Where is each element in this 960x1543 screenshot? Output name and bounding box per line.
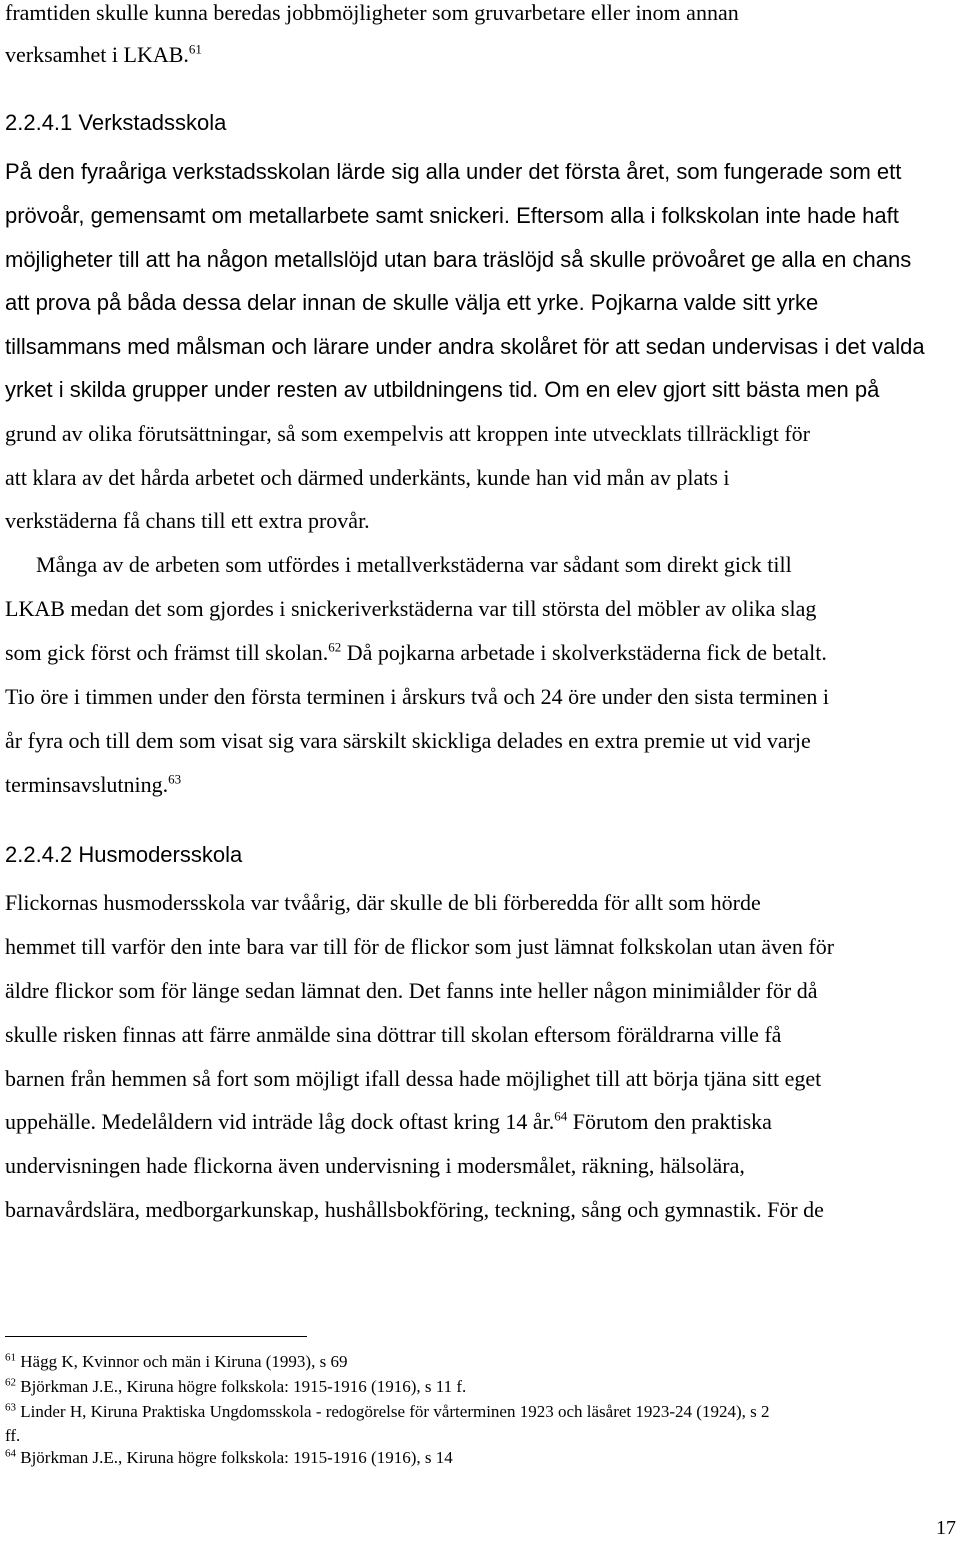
section-heading: 2.2.4.1 Verkstadsskola	[5, 110, 227, 135]
page-number: 17	[936, 1517, 956, 1539]
body-text-line: terminsavslutning.$^{63}$	[5, 771, 182, 797]
footnote-ref: 63	[168, 771, 182, 787]
body-text-line: Flickornas husmodersskola var tvåårig, där skulle de bli förberedda för allt som hörde	[5, 890, 761, 915]
body-text-line: undervisningen hade flickorna även undervisning i modersmålet, räkning, hälsolära,	[5, 1153, 745, 1178]
body-text-line: verksamhet i LKAB.$^{61}$	[5, 41, 202, 67]
body-text-line: att klara av det hårda arbetet och därmed underkänts, kunde han vid mån av plats i	[5, 465, 730, 490]
body-text-line: barnen från hemmen så fort som möjligt ifall dessa hade möjlighet till att börja tjäna sitt eget	[5, 1066, 822, 1091]
body-text-line: uppehälle. Medelåldern vid inträde låg dock oftast kring 14 år.$^{64}$ Förutom den praktiska	[5, 1108, 772, 1134]
body-text-line: grund av olika förutsättningar, så som exempelvis att kroppen inte utvecklats tillräckligt för	[5, 421, 810, 446]
footnote: $^{61}$ Hägg K, Kvinnor och män i Kiruna (1993), s 69	[5, 1351, 348, 1371]
body-text-line: år fyra och till dem som visat sig vara särskilt skickliga delades en extra premie ut vid varje	[5, 728, 811, 753]
footnote-separator	[5, 1336, 307, 1337]
footnote-ref: 61	[188, 41, 202, 57]
body-text-line: verkstäderna få chans till ett extra provår.	[5, 508, 370, 533]
body-text-line: hemmet till varför den inte bara var till för de flickor som just lämnat folkskolan utan även för	[5, 934, 835, 959]
body-text-line: att prova på båda dessa delar innan de skulle välja ett yrke. Pojkarna valde sitt yrke	[5, 290, 819, 315]
body-text-line: som gick först och främst till skolan.$^{62}$ Då pojkarna arbetade i skolverkstäderna fick de betalt.	[5, 639, 827, 665]
footnote: $^{62}$ Björkman J.E., Kiruna högre folkskola: 1915-1916 (1916), s 11 f.	[5, 1376, 467, 1396]
body-text-line: På den fyraåriga verkstadsskolan lärde sig alla under det första året, som fungerade som ett	[5, 159, 902, 184]
body-text-line: möjligheter till att ha någon metallslöjd utan bara träslöjd så skulle prövoåret ge alla en chans	[5, 247, 912, 272]
body-text-line: Tio öre i timmen under den första terminen i årskurs två och 24 öre under den sista terminen i	[5, 684, 829, 709]
body-text-line: prövoår, gemensamt om metallarbete samt snickeri. Eftersom alla i folkskolan inte hade haft	[5, 203, 899, 228]
body-text-line: äldre flickor som för länge sedan lämnat den. Det fanns inte heller någon minimiålder för då	[5, 978, 818, 1003]
body-text-line: tillsammans med målsman och lärare under andra skolåret för att sedan undervisas i det valda	[5, 334, 925, 359]
body-text-line: framtiden skulle kunna beredas jobbmöjligheter som gruvarbetare eller inom annan	[5, 0, 739, 25]
body-text-line: LKAB medan det som gjordes i snickeriverkstäderna var till största del möbler av olika slag	[5, 596, 817, 621]
section-heading: 2.2.4.2 Husmodersskola	[5, 842, 243, 867]
body-text-line: yrket i skilda grupper under resten av utbildningens tid. Om en elev gjort sitt bästa men på	[5, 377, 880, 402]
body-text-line: Många av de arbeten som utfördes i metallverkstäderna var sådant som direkt gick till	[36, 552, 792, 577]
footnote: $^{64}$ Björkman J.E., Kiruna högre folkskola: 1915-1916 (1916), s 14	[5, 1447, 453, 1467]
footnote-continuation: ff.	[5, 1426, 21, 1445]
body-text-line: skulle risken finnas att färre anmälde sina döttrar till skolan eftersom föräldrarna ville få	[5, 1022, 782, 1047]
footnote-ref: 62	[328, 639, 342, 655]
footnote: $^{63}$ Linder H, Kiruna Praktiska Ungdomsskola - redogörelse för vårterminen 1923 och läsåret 1923-24 (1924), s 2	[5, 1401, 770, 1421]
footnote-ref: 64	[554, 1108, 568, 1124]
body-text-line: barnavårdslära, medborgarkunskap, hushållsbokföring, teckning, sång och gymnastik. För de	[5, 1197, 824, 1222]
